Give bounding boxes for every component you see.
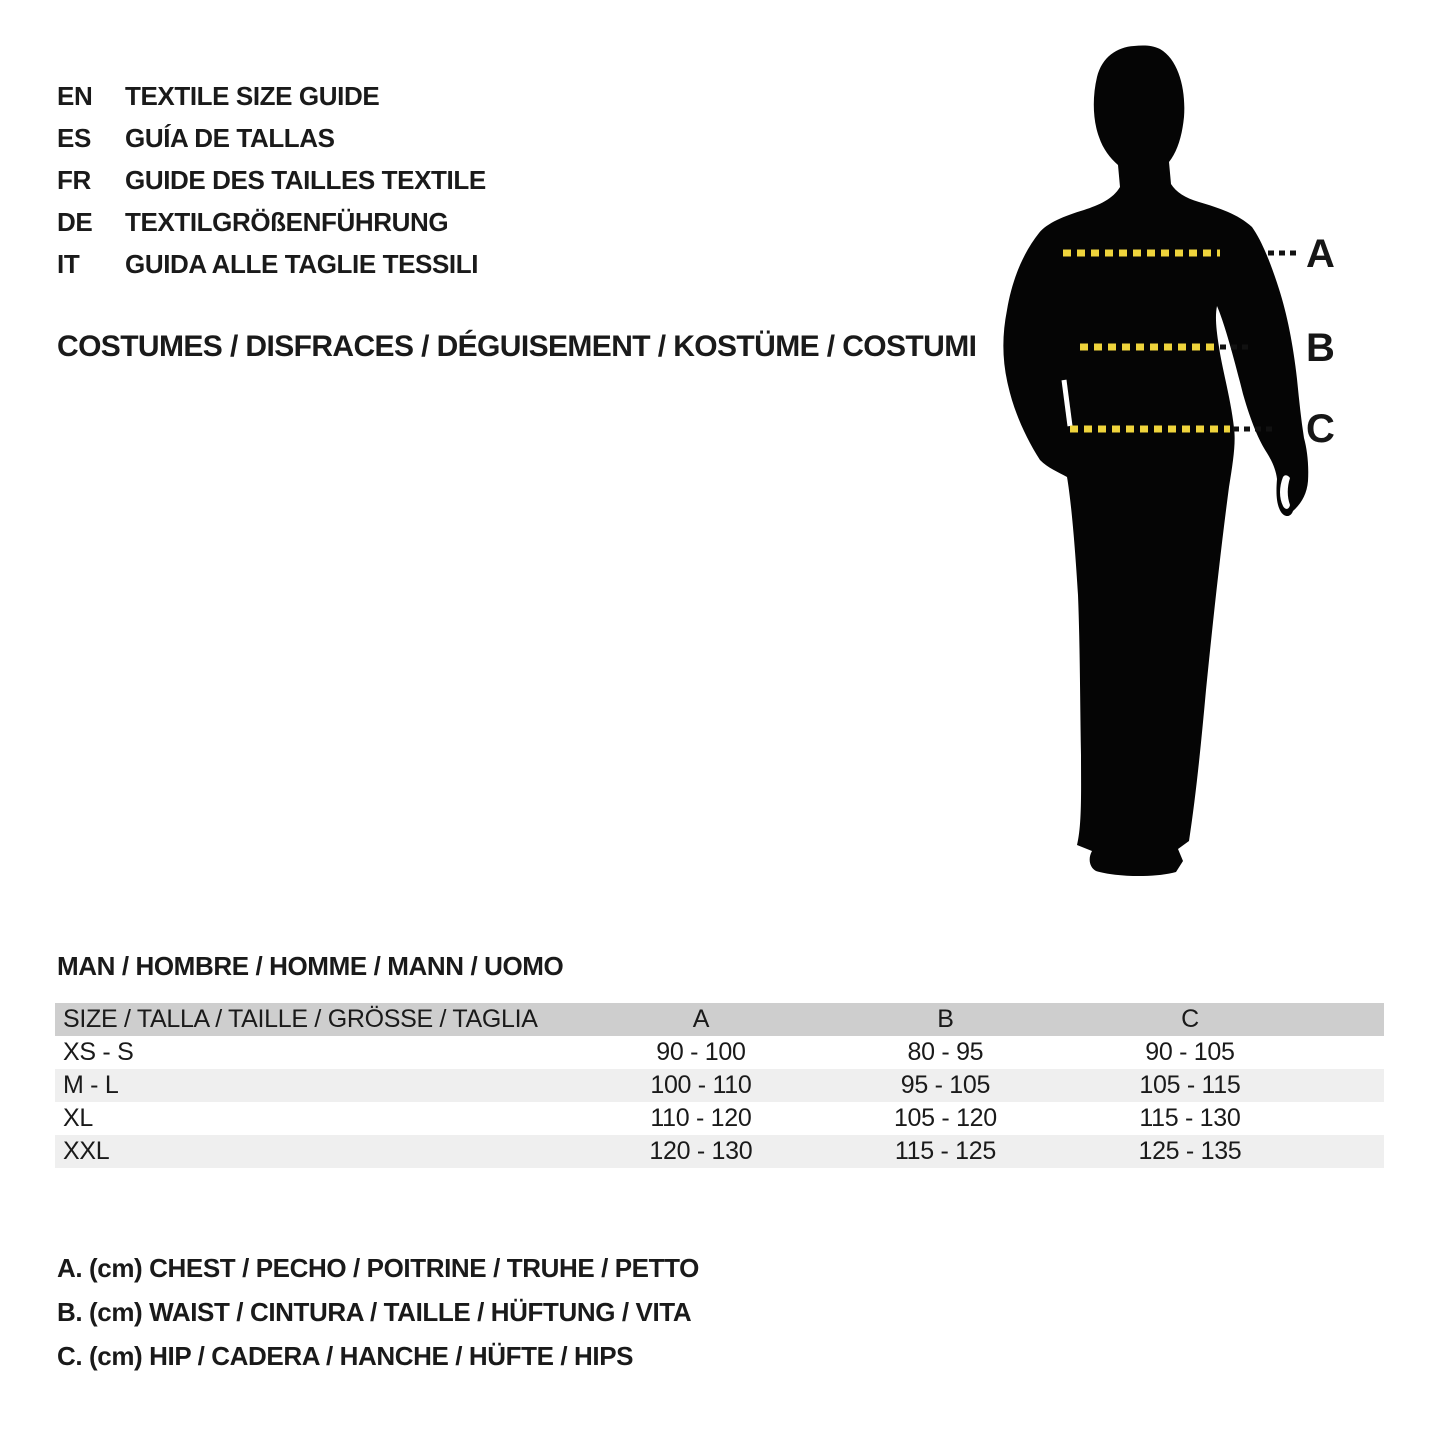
table-section-title: MAN / HOMBRE / HOMME / MANN / UOMO [57,951,564,981]
table-row [55,1069,1384,1102]
measure-label-c: C [1306,407,1335,451]
size-table-header [55,1003,1384,1036]
value-cell-c: 90 - 105 [1145,1038,1235,1066]
language-code: ES [57,123,91,153]
value-cell-a: 100 - 110 [650,1071,752,1099]
measure-label-a: A [1306,232,1335,276]
language-code: DE [57,207,93,237]
man-silhouette [1003,45,1308,876]
body-silhouette-figure [980,40,1340,900]
measure-legend-line: A. (cm) CHEST / PECHO / POITRINE / TRUHE / PETTO [57,1253,699,1283]
header-size-label: SIZE / TALLA / TAILLE / GRÖSSE / TAGLIA [63,1005,538,1033]
value-cell-a: 90 - 100 [656,1038,746,1066]
measure-legend-line: C. (cm) HIP / CADERA / HANCHE / HÜFTE / HIPS [57,1341,634,1371]
header-col-b: B [937,1005,954,1033]
language-label: GUÍA DE TALLAS [125,123,335,153]
table-row [55,1135,1384,1168]
value-cell-b: 105 - 120 [893,1104,997,1132]
category-title: COSTUMES / DISFRACES / DÉGUISEMENT / KOSTÜME / COSTUMI [57,330,977,363]
value-cell-a: 110 - 120 [650,1104,752,1132]
measure-label-b: B [1306,326,1335,370]
language-row [57,117,486,159]
language-label: GUIDA ALLE TAGLIE TESSILI [125,249,479,279]
language-row [57,75,486,117]
language-label: TEXTILGRÖßENFÜHRUNG [125,207,449,237]
header-col-c: C [1181,1005,1199,1033]
language-list [57,75,486,285]
language-row [57,159,486,201]
size-table [55,1003,1384,1168]
value-cell-c: 115 - 130 [1139,1104,1241,1132]
value-cell-c: 105 - 115 [1139,1071,1241,1099]
value-cell-b: 80 - 95 [907,1038,984,1066]
language-code: IT [57,249,80,279]
language-code: FR [57,165,91,195]
table-row [55,1102,1384,1135]
size-cell: XL [63,1104,93,1132]
language-row [57,201,486,243]
value-cell-b: 95 - 105 [900,1071,991,1099]
value-cell-b: 115 - 125 [894,1137,996,1165]
header-col-a: A [692,1005,710,1033]
size-cell: M - L [63,1071,119,1099]
size-cell: XXL [63,1137,110,1165]
value-cell-c: 125 - 135 [1138,1137,1242,1165]
table-row [55,1036,1384,1069]
measure-legend-line: B. (cm) WAIST / CINTURA / TAILLE / HÜFTUNG / VITA [57,1297,692,1327]
size-cell: XS - S [63,1038,134,1066]
value-cell-a: 120 - 130 [649,1137,753,1165]
language-code: EN [57,81,93,111]
language-row [57,243,486,285]
language-label: GUIDE DES TAILLES TEXTILE [125,165,486,195]
language-label: TEXTILE SIZE GUIDE [125,81,380,111]
measure-legend [57,1246,699,1378]
